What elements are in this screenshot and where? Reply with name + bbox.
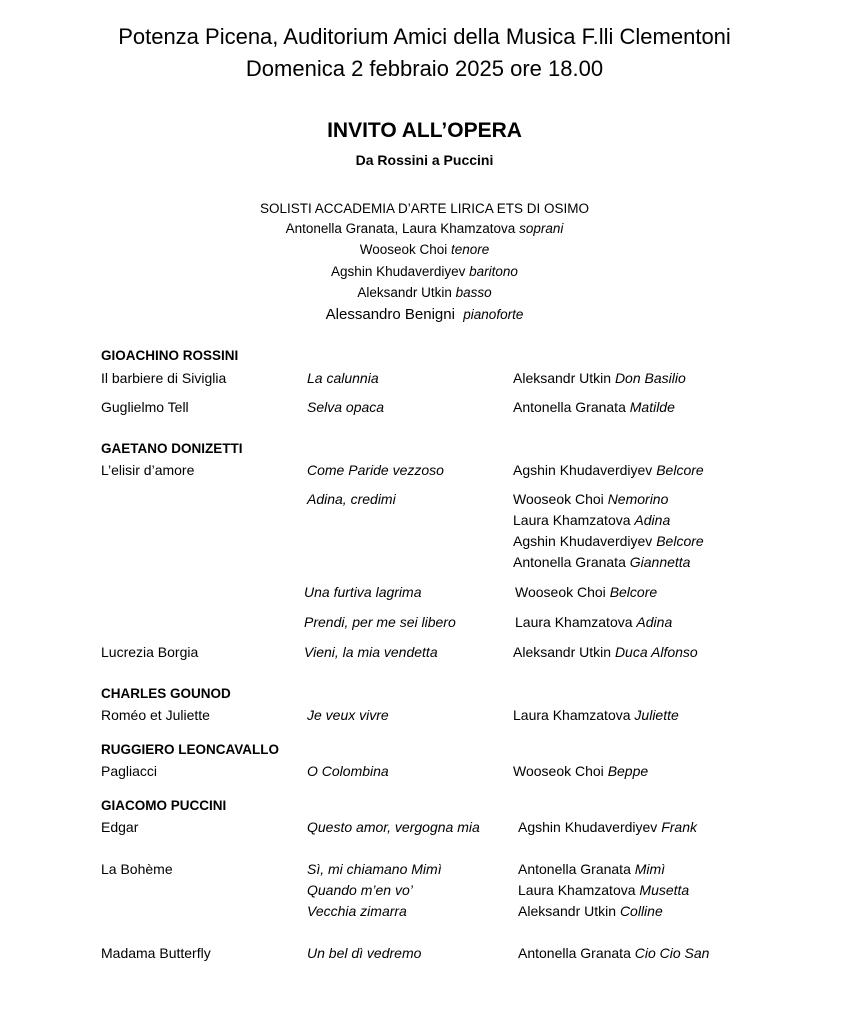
- singer-credit: [513, 552, 690, 573]
- singer-name: Laura Khamzatova: [513, 707, 631, 723]
- aria-title: Una furtiva lagrima: [304, 584, 422, 600]
- singer-name: Aleksandr Utkin: [513, 644, 612, 660]
- singer-credit: [513, 642, 698, 663]
- aria-title: La calunnia: [307, 370, 379, 386]
- singer-name: Antonella Granata: [513, 399, 626, 415]
- performer-line: [0, 219, 849, 239]
- singer-credit: [515, 612, 672, 633]
- performer-line: [0, 240, 849, 260]
- character-role: Beppe: [607, 763, 649, 779]
- singer-name: Laura Khamzatova: [518, 882, 636, 898]
- character-role: Belcore: [656, 533, 704, 549]
- opera-title: Edgar: [101, 819, 139, 835]
- performer-role: baritono: [469, 264, 518, 279]
- singer-credit: [518, 859, 665, 880]
- performer-role: basso: [455, 285, 492, 300]
- performer-names: Wooseok Choi: [359, 242, 448, 257]
- character-role: Musetta: [639, 882, 690, 898]
- performer-line: [0, 283, 849, 303]
- singer-credit: [513, 489, 668, 510]
- singer-name: Wooseok Choi: [515, 584, 606, 600]
- singer-name: Agshin Khudaverdiyev: [513, 462, 653, 478]
- venue-line: Potenza Picena, Auditorium Amici della Musica F.lli Clementoni: [118, 24, 731, 49]
- singer-name: Laura Khamzatova: [513, 512, 631, 528]
- character-role: Frank: [661, 819, 697, 835]
- character-role: Don Basilio: [614, 370, 686, 386]
- character-role: Adina: [636, 614, 673, 630]
- character-role: Adina: [634, 512, 671, 528]
- opera-title: La Bohème: [101, 861, 173, 877]
- singer-credit: [518, 943, 709, 964]
- singer-credit: [513, 531, 704, 552]
- aria-title: Come Paride vezzoso: [307, 462, 444, 478]
- singer-name: Wooseok Choi: [513, 763, 604, 779]
- aria-title: Selva opaca: [307, 399, 385, 415]
- singer-name: Wooseok Choi: [513, 491, 608, 507]
- composer-heading: CHARLES GOUNOD: [101, 686, 231, 701]
- aria-title: Vecchia zimarra: [307, 903, 407, 919]
- aria-title: Questo amor, vergogna mia: [307, 819, 480, 835]
- singer-name: Antonella Granata: [518, 861, 631, 877]
- performer-role: soprani: [519, 221, 564, 236]
- opera-title: Pagliacci: [101, 763, 158, 779]
- performer-names: Antonella Granata, Laura Khamzatova: [285, 221, 516, 236]
- singer-credit: [515, 582, 657, 603]
- character-role: Cio Cio San: [634, 945, 710, 961]
- aria-title: Un bel dì vedremo: [307, 945, 422, 961]
- performer-names: Aleksandr Utkin: [357, 285, 452, 300]
- aria-title: Quando m’en vo’: [307, 882, 413, 898]
- singer-credit: [518, 817, 697, 838]
- aria-title: Sì, mi chiamano Mimì: [307, 861, 442, 877]
- opera-title: L’elisir d’amore: [101, 462, 195, 478]
- singer-name: Aleksandr Utkin: [518, 903, 617, 919]
- character-role: Nemorino: [607, 491, 669, 507]
- singer-credit: [513, 761, 648, 782]
- character-role: Colline: [619, 903, 663, 919]
- character-role: Giannetta: [629, 554, 691, 570]
- opera-title: Guglielmo Tell: [101, 399, 189, 415]
- performer-role: tenore: [451, 242, 490, 257]
- singer-name: Agshin Khudaverdiyev: [518, 819, 658, 835]
- singer-credit: [518, 880, 689, 901]
- singer-credit: [518, 901, 663, 922]
- composer-heading: GAETANO DONIZETTI: [101, 441, 243, 456]
- pianist-name: Alessandro Benigni: [325, 306, 455, 323]
- singer-credit: [513, 705, 679, 726]
- page-subtitle: Da Rossini a Puccini: [355, 152, 494, 168]
- singer-name: Laura Khamzatova: [515, 614, 633, 630]
- singer-credit: [513, 460, 704, 481]
- opera-title: Lucrezia Borgia: [101, 644, 199, 660]
- composer-heading: GIACOMO PUCCINI: [101, 798, 227, 813]
- singer-credit: [513, 397, 675, 418]
- character-role: Matilde: [629, 399, 675, 415]
- opera-title: Roméo et Juliette: [101, 707, 210, 723]
- character-role: Belcore: [609, 584, 658, 600]
- performer-line: [0, 262, 849, 282]
- singer-name: Antonella Granata: [513, 554, 626, 570]
- singer-credit: [513, 510, 670, 531]
- page-title: INVITO ALL’OPERA: [327, 119, 522, 142]
- opera-title: Il barbiere di Siviglia: [101, 370, 227, 386]
- ensemble-name: SOLISTI ACCADEMIA D’ARTE LIRICA ETS DI OSIMO: [259, 201, 590, 216]
- aria-title: Je veux vivre: [307, 707, 389, 723]
- composer-heading: RUGGIERO LEONCAVALLO: [101, 742, 279, 757]
- character-role: Mimì: [634, 861, 666, 877]
- aria-title: Adina, credimi: [307, 491, 396, 507]
- character-role: Duca Alfonso: [614, 644, 698, 660]
- aria-title: Vieni, la mia vendetta: [304, 644, 438, 660]
- character-role: Juliette: [634, 707, 679, 723]
- aria-title: O Colombina: [307, 763, 389, 779]
- singer-name: Agshin Khudaverdiyev: [513, 533, 653, 549]
- performer-names: Agshin Khudaverdiyev: [331, 264, 466, 279]
- aria-title: Prendi, per me sei libero: [304, 614, 456, 630]
- composer-heading: GIOACHINO ROSSINI: [101, 348, 239, 363]
- singer-credit: [513, 368, 686, 389]
- singer-name: Aleksandr Utkin: [513, 370, 612, 386]
- pianist-line: [0, 304, 849, 326]
- opera-title: Madama Butterfly: [101, 945, 211, 961]
- pianist-role: pianoforte: [463, 307, 524, 322]
- concert-date: Domenica 2 febbraio 2025 ore 18.00: [245, 56, 604, 81]
- character-role: Belcore: [656, 462, 704, 478]
- singer-name: Antonella Granata: [518, 945, 631, 961]
